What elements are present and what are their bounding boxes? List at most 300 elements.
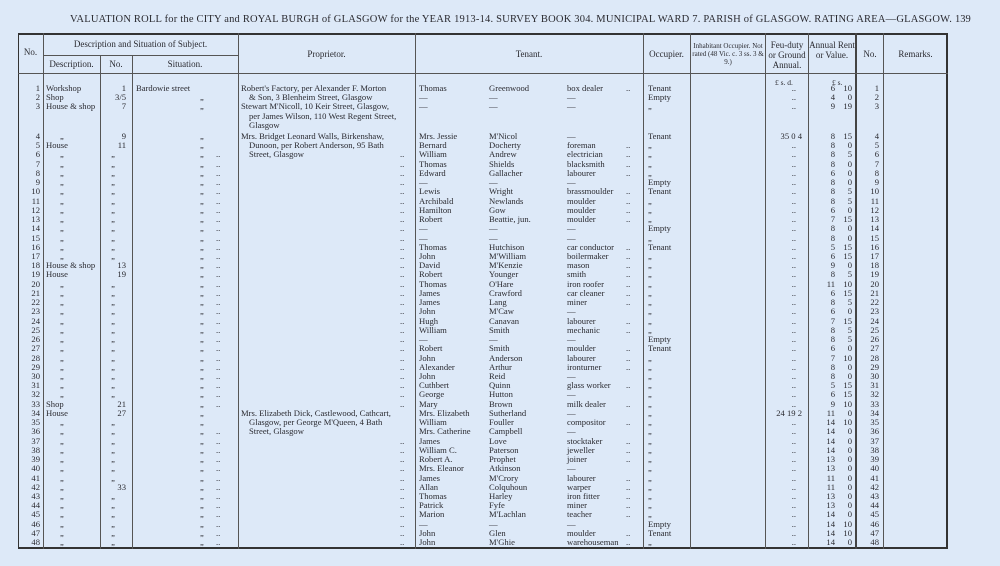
leader-dots: .. — [400, 454, 405, 465]
rent-shillings: 10 — [843, 352, 852, 363]
house-number: „ — [111, 214, 115, 225]
rent-pounds: 13 — [826, 454, 835, 465]
house-number: „ — [111, 435, 115, 446]
feu-duty: .. — [791, 509, 796, 520]
tenant-surname: Harley — [489, 490, 513, 501]
leader-dots: .. — [626, 398, 631, 409]
tenant-occupation: — — [567, 518, 576, 529]
rent-shillings: 15 — [843, 315, 852, 326]
leader-dots: .. — [626, 214, 631, 225]
rent-shillings: 10 — [843, 83, 852, 93]
tenant-surname: Arthur — [489, 361, 512, 372]
rent-pounds: 6 — [830, 83, 835, 93]
tenant-occupation: — — [567, 92, 576, 103]
description: „ — [60, 361, 64, 372]
row-number-right: 27 — [870, 343, 879, 354]
row-number-right: 24 — [870, 315, 879, 326]
table-row — [0, 464, 1000, 473]
feu-duty: .. — [791, 417, 796, 428]
row-number: 17 — [31, 250, 40, 261]
leader-dots: .. — [400, 509, 405, 520]
row-number-right: 3 — [874, 101, 879, 112]
tenant-occupation: milk dealer — [567, 398, 606, 409]
occupier: „ — [648, 315, 652, 326]
rent-pounds: 9 — [830, 101, 835, 112]
row-number-right: 30 — [870, 370, 879, 381]
rent-pounds: 9 — [830, 260, 835, 271]
row-number: 2 — [35, 92, 40, 103]
description: Workshop — [46, 83, 82, 93]
tenant-occupation: — — [567, 131, 576, 141]
tenant-first-name: William C. — [419, 444, 457, 455]
leader-dots: .. — [626, 315, 631, 326]
tenant-surname: Sutherland — [489, 407, 527, 418]
tenant-occupation: moulder — [567, 195, 596, 206]
situation: „ — [200, 527, 204, 538]
leader-dots: .. — [400, 537, 405, 548]
leader-dots: .. — [400, 177, 405, 188]
tenant-occupation: box dealer — [567, 83, 604, 93]
tenant-occupation: moulder — [567, 343, 596, 354]
situation: „ — [200, 269, 204, 280]
row-number: 46 — [31, 518, 40, 529]
tenant-first-name: — — [419, 92, 428, 103]
row-number: 27 — [31, 343, 40, 354]
leader-dots: .. — [400, 352, 405, 363]
tenant-surname: M'Lachlan — [489, 509, 526, 520]
rent-shillings: 0 — [847, 463, 852, 474]
leader-dots: .. — [216, 389, 221, 400]
tenant-first-name: Mary — [419, 398, 438, 409]
rent-pounds: 8 — [830, 361, 835, 372]
rent-pounds: 11 — [826, 472, 835, 483]
tenant-surname: M'William — [489, 250, 527, 261]
description: „ — [60, 278, 64, 289]
tenant-occupation: ironturner — [567, 361, 602, 372]
leader-dots: .. — [626, 352, 631, 363]
feu-duty: .. — [791, 343, 796, 354]
tenant-occupation: car conductor — [567, 241, 615, 252]
situation: „ — [200, 214, 204, 225]
feu-duty: .. — [791, 398, 796, 409]
row-number: 28 — [31, 352, 40, 363]
row-number: 12 — [31, 204, 40, 215]
feu-duty: .. — [791, 250, 796, 261]
description: „ — [60, 158, 64, 169]
rent-shillings: 0 — [847, 537, 852, 548]
row-number-right: 32 — [870, 389, 879, 400]
feu-duty: .. — [791, 361, 796, 372]
tenant-first-name: Edward — [419, 167, 446, 178]
description: Shop — [46, 398, 64, 409]
row-number: 9 — [35, 177, 40, 188]
row-number-right: 29 — [870, 361, 879, 372]
tenant-first-name: Thomas — [419, 278, 447, 289]
occupier: „ — [648, 361, 652, 372]
table-row — [0, 427, 1000, 436]
feu-duty: .. — [791, 481, 796, 492]
feu-duty: .. — [791, 232, 796, 243]
row-number-right: 7 — [874, 158, 879, 169]
tenant-first-name: Bernard — [419, 140, 447, 151]
feu-duty: .. — [791, 490, 796, 501]
row-number: 24 — [31, 315, 40, 326]
description: „ — [60, 500, 64, 511]
rent-pounds: 6 — [830, 287, 835, 298]
occupier: „ — [648, 214, 652, 225]
description: „ — [60, 389, 64, 400]
situation: „ — [200, 490, 204, 501]
tenant-surname: Colquhoun — [489, 481, 528, 492]
feu-duty: .. — [791, 269, 796, 280]
occupier: „ — [648, 509, 652, 520]
tenant-surname: Reid — [489, 370, 506, 381]
occupier: Empty — [648, 92, 671, 103]
feu-duty: .. — [791, 463, 796, 474]
row-number-right: 39 — [870, 454, 879, 465]
rent-shillings: 5 — [847, 149, 852, 160]
rent-pounds: 14 — [826, 417, 835, 428]
occupier: „ — [648, 158, 652, 169]
header-inhabitant-occupier: Inhabitant Occupier. Not rated (48 Vic. c. 3 ss. 3 & 9.) — [692, 42, 764, 66]
leader-dots: .. — [216, 426, 221, 437]
rent-shillings: 0 — [847, 223, 852, 234]
header-proprietor: Proprietor. — [307, 49, 346, 59]
leader-dots: .. — [400, 214, 405, 225]
tenant-surname: Gallacher — [489, 167, 523, 178]
tenant-occupation: — — [567, 370, 576, 381]
tenant-first-name: Thomas — [419, 158, 447, 169]
tenant-surname: Smith — [489, 324, 510, 335]
situation: „ — [200, 454, 204, 465]
rent-pounds: 8 — [830, 269, 835, 280]
tenant-surname: Quinn — [489, 380, 511, 391]
row-number: 4 — [35, 131, 40, 141]
house-number: „ — [111, 444, 115, 455]
leader-dots: .. — [216, 324, 221, 335]
row-number-right: 47 — [870, 527, 879, 538]
row-number-right: 15 — [870, 232, 879, 243]
rent-pounds: 8 — [830, 149, 835, 160]
house-number: „ — [111, 287, 115, 298]
situation: „ — [200, 241, 204, 252]
leader-dots: .. — [400, 472, 405, 483]
tenant-surname: M'Kenzie — [489, 260, 523, 271]
tenant-occupation: boilermaker — [567, 250, 609, 261]
tenant-first-name: Cuthbert — [419, 380, 450, 391]
rent-shillings: 0 — [847, 167, 852, 178]
occupier: „ — [648, 140, 652, 151]
tenant-surname: M'Caw — [489, 306, 514, 317]
tenant-occupation: foreman — [567, 140, 596, 151]
tenant-first-name: John — [419, 537, 436, 548]
tenant-first-name: Archibald — [419, 195, 454, 206]
row-number-right: 5 — [874, 140, 879, 151]
row-number: 6 — [35, 149, 40, 160]
leader-dots: .. — [400, 500, 405, 511]
leader-dots: .. — [400, 435, 405, 446]
situation: Bardowie street — [136, 83, 191, 93]
situation: „ — [200, 500, 204, 511]
row-number: 16 — [31, 241, 40, 252]
tenant-surname: — — [489, 92, 498, 103]
row-number-right: 25 — [870, 324, 879, 335]
situation: „ — [200, 463, 204, 474]
situation: „ — [200, 518, 204, 529]
tenant-surname: — — [489, 334, 498, 345]
row-number-right: 40 — [870, 463, 879, 474]
rent-pounds: 14 — [826, 435, 835, 446]
tenant-first-name: John — [419, 250, 436, 261]
leader-dots: .. — [400, 158, 405, 169]
tenant-occupation: smith — [567, 269, 587, 280]
row-number: 43 — [31, 490, 40, 501]
row-number-right: 33 — [870, 398, 879, 409]
occupier: „ — [648, 370, 652, 381]
rent-pounds: 14 — [826, 537, 835, 548]
rent-shillings: 15 — [843, 214, 852, 225]
feu-duty: .. — [791, 527, 796, 538]
row-number: 22 — [31, 297, 40, 308]
leader-dots: .. — [626, 149, 631, 160]
rent-pounds: 8 — [830, 297, 835, 308]
rent-pounds: 7 — [830, 315, 835, 326]
tenant-first-name: George — [419, 389, 445, 400]
tenant-first-name: James — [419, 472, 441, 483]
situation: „ — [200, 195, 204, 206]
rent-shillings: 0 — [847, 92, 852, 103]
leader-dots: .. — [400, 167, 405, 178]
tenant-occupation: stocktaker — [567, 435, 603, 446]
tenant-first-name: John — [419, 306, 436, 317]
occupier: „ — [648, 297, 652, 308]
leader-dots: .. — [626, 297, 631, 308]
leader-dots: .. — [216, 537, 221, 548]
house-number: „ — [111, 537, 115, 548]
leader-dots: .. — [216, 463, 221, 474]
description: „ — [60, 509, 64, 520]
leader-dots: .. — [626, 343, 631, 354]
leader-dots: .. — [400, 343, 405, 354]
leader-dots: .. — [400, 241, 405, 252]
table-row — [0, 102, 1000, 111]
tenant-surname: — — [489, 232, 498, 243]
occupier: „ — [648, 101, 652, 112]
leader-dots: .. — [216, 232, 221, 243]
feu-duty: .. — [791, 297, 796, 308]
rent-pounds: 14 — [826, 518, 835, 529]
house-number: „ — [111, 509, 115, 520]
rent-shillings: 0 — [847, 509, 852, 520]
row-number: 20 — [31, 278, 40, 289]
feu-duty: .. — [791, 537, 796, 548]
situation: „ — [200, 131, 204, 141]
rent-shillings: 0 — [847, 435, 852, 446]
leader-dots: .. — [626, 167, 631, 178]
feu-duty: 24 19 2 — [776, 407, 802, 418]
leader-dots: .. — [216, 490, 221, 501]
tenant-first-name: — — [419, 518, 428, 529]
feu-duty: .. — [791, 92, 796, 103]
row-number: 1 — [35, 83, 40, 93]
feu-duty: .. — [791, 149, 796, 160]
tenant-first-name: Lewis — [419, 186, 441, 197]
situation: „ — [200, 149, 204, 160]
header-number: No. — [109, 59, 123, 69]
tenant-occupation: mechanic — [567, 324, 600, 335]
tenant-first-name: Mrs. Elizabeth — [419, 407, 470, 418]
tenant-surname: — — [489, 223, 498, 234]
leader-dots: .. — [400, 389, 405, 400]
tenant-surname: Love — [489, 435, 507, 446]
row-number-right: 41 — [870, 472, 879, 483]
row-number: 36 — [31, 426, 40, 437]
description: „ — [60, 214, 64, 225]
leader-dots: .. — [626, 472, 631, 483]
tenant-first-name: Alexander — [419, 361, 455, 372]
rent-pounds: 6 — [830, 306, 835, 317]
tenant-surname: Atkinson — [489, 463, 521, 474]
occupier: Tenant — [648, 241, 672, 252]
leader-dots: .. — [626, 324, 631, 335]
occupier: „ — [648, 435, 652, 446]
rent-pounds: 7 — [830, 214, 835, 225]
house-number: „ — [111, 278, 115, 289]
tenant-first-name: Patrick — [419, 500, 444, 511]
rent-pounds: 8 — [830, 177, 835, 188]
row-number-right: 44 — [870, 500, 879, 511]
row-number-right: 4 — [874, 131, 879, 141]
house-number: „ — [111, 232, 115, 243]
occupier: „ — [648, 454, 652, 465]
leader-dots: .. — [400, 195, 405, 206]
rent-shillings: 5 — [847, 324, 852, 335]
tenant-first-name: Mrs. Jessie — [419, 131, 458, 141]
rent-pounds: 8 — [830, 334, 835, 345]
feu-duty: .. — [791, 518, 796, 529]
description: „ — [60, 195, 64, 206]
occupier: „ — [648, 463, 652, 474]
occupier: „ — [648, 167, 652, 178]
rent-shillings: 15 — [843, 250, 852, 261]
tenant-first-name: Allan — [419, 481, 439, 492]
leader-dots: .. — [400, 297, 405, 308]
tenant-first-name: William — [419, 149, 447, 160]
tenant-occupation: glass worker — [567, 380, 611, 391]
rent-shillings: 0 — [847, 158, 852, 169]
rent-pounds: 14 — [826, 509, 835, 520]
leader-dots: .. — [626, 361, 631, 372]
leader-dots: .. — [400, 232, 405, 243]
leader-dots: .. — [400, 361, 405, 372]
tenant-first-name: — — [419, 177, 428, 188]
occupier: Tenant — [648, 83, 672, 93]
description: House — [46, 269, 68, 280]
rent-pounds: 8 — [830, 223, 835, 234]
proprietor-line: Mrs. Elizabeth Dick, Castlewood, Cathcart, — [241, 407, 391, 418]
header-annual-rent: Annual Rent or Value. — [809, 40, 855, 60]
leader-dots: .. — [626, 417, 631, 428]
tenant-first-name: Thomas — [419, 83, 447, 93]
situation: „ — [200, 389, 204, 400]
leader-dots: .. — [400, 380, 405, 391]
leader-dots: .. — [216, 278, 221, 289]
tenant-first-name: Thomas — [419, 490, 447, 501]
tenant-surname: Hutton — [489, 389, 513, 400]
situation: „ — [200, 250, 204, 261]
situation: „ — [200, 444, 204, 455]
description: „ — [60, 444, 64, 455]
leader-dots: .. — [400, 518, 405, 529]
occupier: „ — [648, 417, 652, 428]
rent-pounds: 5 — [830, 241, 835, 252]
leader-dots: .. — [216, 287, 221, 298]
tenant-surname: M'Nicol — [489, 131, 518, 141]
row-number-right: 1 — [874, 83, 879, 93]
situation: „ — [200, 140, 204, 151]
occupier: „ — [648, 287, 652, 298]
row-number: 25 — [31, 324, 40, 335]
description: „ — [60, 490, 64, 501]
feu-duty: .. — [791, 334, 796, 345]
header-occupier: Occupier. — [649, 49, 684, 59]
leader-dots: .. — [216, 204, 221, 215]
occupier: „ — [648, 260, 652, 271]
description: „ — [60, 352, 64, 363]
occupier: „ — [648, 278, 652, 289]
description: „ — [60, 232, 64, 243]
page-title: VALUATION ROLL for the CITY and ROYAL BURGH of GLASGOW for the YEAR 1913-14. SURVEY BOOK 304. MUNICIPAL WARD 7. PARISH of GLASGOW. RATING AREA—GLASGOW. — [70, 14, 953, 25]
proprietor-line: Dunoon, per Robert Anderson, 95 Bath — [249, 140, 384, 151]
rent-pounds: 6 — [830, 389, 835, 400]
rent-pounds: 13 — [826, 490, 835, 501]
proprietor-line: Robert's Factory, per Alexander F. Morton — [241, 83, 387, 93]
house-number: 11 — [117, 140, 126, 151]
row-number: 41 — [31, 472, 40, 483]
tenant-surname: O'Hare — [489, 278, 514, 289]
tenant-surname: Smith — [489, 343, 510, 354]
description: „ — [60, 435, 64, 446]
leader-dots: .. — [626, 158, 631, 169]
row-number: 29 — [31, 361, 40, 372]
row-number: 31 — [31, 380, 40, 391]
leader-dots: .. — [400, 260, 405, 271]
header-no-right: No. — [863, 49, 877, 59]
leader-dots: .. — [216, 334, 221, 345]
tenant-surname: — — [489, 518, 498, 529]
row-number-right: 14 — [870, 223, 879, 234]
house-number: „ — [111, 472, 115, 483]
row-number: 38 — [31, 444, 40, 455]
row-number-right: 37 — [870, 435, 879, 446]
rent-shillings: 0 — [847, 204, 852, 215]
feu-duty: .. — [791, 241, 796, 252]
leader-dots: .. — [216, 343, 221, 354]
tenant-first-name: Robert — [419, 269, 443, 280]
house-number: „ — [111, 527, 115, 538]
tenant-first-name: John — [419, 370, 436, 381]
house-number: „ — [111, 490, 115, 501]
occupier: „ — [648, 407, 652, 418]
row-number: 13 — [31, 214, 40, 225]
row-number: 11 — [31, 195, 40, 206]
tenant-surname: — — [489, 101, 498, 112]
tenant-surname: M'Ghie — [489, 537, 515, 548]
rent-pounds: 8 — [830, 370, 835, 381]
feu-duty: .. — [791, 83, 796, 93]
leader-dots: .. — [216, 167, 221, 178]
leader-dots: .. — [216, 500, 221, 511]
